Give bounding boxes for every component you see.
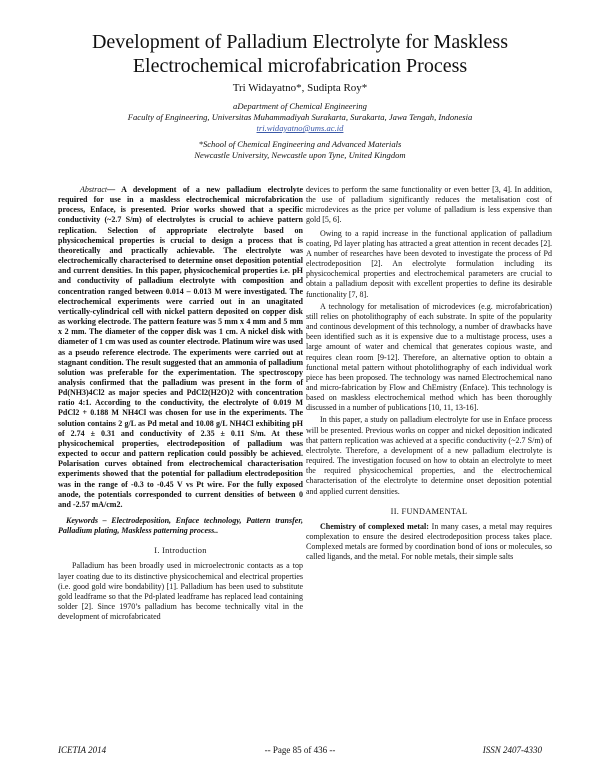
authors: Tri Widayatno*, Sudipta Roy* bbox=[232, 82, 368, 94]
fundamental-heading: II. FUNDAMENTAL bbox=[390, 506, 468, 516]
keywords: Keywords – Electrodeposition, Enface technology, Pattern transfer, Palladium plating, Maskless patterning process.. bbox=[58, 516, 303, 536]
fundamental-text: In many cases, a metal may requires complexation to ensure the desired electrodeposition process takes place. Complexed metals are formed by coordination bond of ions or molecules, so called ligands, and the metal. For noble metals, their simple salts bbox=[306, 521, 552, 562]
fundamental-paragraph bbox=[306, 522, 552, 563]
intro-heading: I. Introduction bbox=[154, 546, 207, 556]
right-paragraph-3: A technology for metalisation of microdevices (e.g. microfabrication) still relies on photolithography of each substrate. In spite of the popularity and continous development of this technology, a number of drawbacks have been identified such as it is expensive due to a multistage process, uses a large amount of water and chemical that generates copious waste, and requires clean room [9-12]. Therefore, an alternative option to obtain a functional metal pattern without photolithography of each individual work piece has been proposed. The technology was named Electrochemical nano and micro-fabrication by Flow and ChEmistry (Enface). This technology is based on maskless electrochemical method which has been thoroughly discussed in a number of publications [10, 11, 13-16]. bbox=[306, 301, 552, 413]
affiliation-2-univ: Newcastle University, Newcastle upon Tyne, United Kingdom bbox=[194, 150, 406, 160]
abstract-label: Abstract bbox=[80, 185, 108, 194]
right-paragraph-4: In this paper, a study on palladium electrolyte for use in Enface process will be presented. Previous works on copper and nickel deposition indicated that pattern replication was achieved at a specific conductivity (~2.7 S/m) of electrolyte. Therefore, a development of a new palladium electrolyte is required. The investigation focused on how to obtain an electrolyte to meet the required physicochemical properties, and the electrochemical characterisation of the electrolyte to determine onset deposition potential and applied current densities. bbox=[306, 415, 552, 496]
left-column bbox=[58, 185, 303, 624]
intro-paragraph: Palladium has been broadly used in microelectronic contacts as a top layer coating due to its distinctive physicochemical and electrical properties (i.e. good gold wire bondability) [1]. Palladium has been used to substitute gold leadframe so that the Pd-plated leadframe has replaced lead containing solder [2]. Since 1970’s palladium has become technically vital in the development of microfabricated bbox=[58, 561, 303, 622]
footer-page-number: -- Page 85 of 436 -- bbox=[264, 745, 336, 755]
affiliation-2 bbox=[0, 139, 600, 161]
footer-conference: ICETIA 2014 bbox=[58, 745, 107, 755]
footer-issn: ISSN 2407-4330 bbox=[482, 745, 542, 755]
fundamental-lead: Chemistry of complexed metal: bbox=[320, 521, 429, 531]
affiliation-1 bbox=[0, 101, 600, 134]
affiliation-1-univ: Faculty of Engineering, Universitas Muhammadiyah Surakarta, Surakarta, Jawa Tengah, Indonesia bbox=[127, 112, 473, 122]
paper-title: Development of Palladium Electrolyte for Maskless Electrochemical microfabrication Process bbox=[91, 31, 508, 77]
right-column bbox=[306, 185, 552, 564]
right-paragraph-2: Owing to a rapid increase in the functional application of palladium coating, Pd layer plating has attracted a great attention in recent decades [2]. A number of researches have been devoted to investigate the process of Pd electrodeposition [2]. An electrolyte formulation including its physicochemical properties and electrochemical parameters are crucial to obtain a palladium deposit with excellent properties to define its desirable functionality [7, 8]. bbox=[306, 228, 552, 299]
affiliation-1-dept: aDepartment of Chemical Engineering bbox=[233, 101, 367, 111]
abstract bbox=[58, 185, 303, 510]
abstract-text: — A development of a new palladium electrolyte required for use in a maskless electrochemical microfabrication process, Enface, is presented. Prior works showed that a specific conductivity (~2.7 S/m) of electrolytes is crucial to achieve pattern replication. Selection of appropriate electrolyte based on physicochemical properties is crucial to design a process that is theoretically and practically achievable. The electrolyte was electrochemically characterised to determine onset deposition potential and current densities. In this paper, physicochemical properties i.e. pH and conductivity of palladium electrolyte with composition and concentration ranged between 0.014 – 0.013 M were investigated. The electrochemical experiments were carried out in an unagitated vertically-cylindrical cell with nickel pattern deposited on copper disk as working electrode. The pattern feature was 5 mm x 4 mm and 5 mm x 2 mm. The diameter of the copper disk was 1 cm. A nickel disk with diameter of 1 cm was used as counter electrode. Platinum wire was used as a pseudo reference electrode. The experiments were carried out at stagnant condition. The result suggested that an ammonia of palladium solution was preferable for the experimentation. The spectroscopy analysis confirmed that the palladium was present in the form of Pd(NH3)4Cl2 as major species and PdCl2(H2O)2 with concentration ratio 4:1. According to the conductivity, the electrolyte of 0.019 M PdCl2 + 0.188 M NH4Cl was chosen for use in the experiments. The solution contains 2 g/L as Pd metal and 10.08 g/L NH4Cl exhibiting pH of 2.74 ± 0.31 and conductivity of 2.35 ± 0.11 S/m. At these physicochemical properties, electrodeposition of palladium was expected to occur and pattern replication could possibly be achieved. Polarisation curves obtained from electrochemical characterisation experiments showed that the potential for palladium electrodeposition was in the range of -0.3 to -0.45 V vs Pt wire. For the fully exposed anode, the potentials corresponded to current densities of between 0 and -2.57 mA/cm2. bbox=[58, 185, 303, 509]
affiliation-2-dept: *School of Chemical Engineering and Advanced Materials bbox=[198, 139, 402, 149]
right-paragraph-1: devices to perform the same functionality or even better [3, 4]. In addition, the use of palladium significantly reduces the metalisation cost of microdevices as the price per volume of palladium is less expensive than gold [5, 6]. bbox=[306, 185, 552, 225]
author-email-link[interactable]: tri.widayatno@ums.ac.id bbox=[256, 123, 344, 133]
